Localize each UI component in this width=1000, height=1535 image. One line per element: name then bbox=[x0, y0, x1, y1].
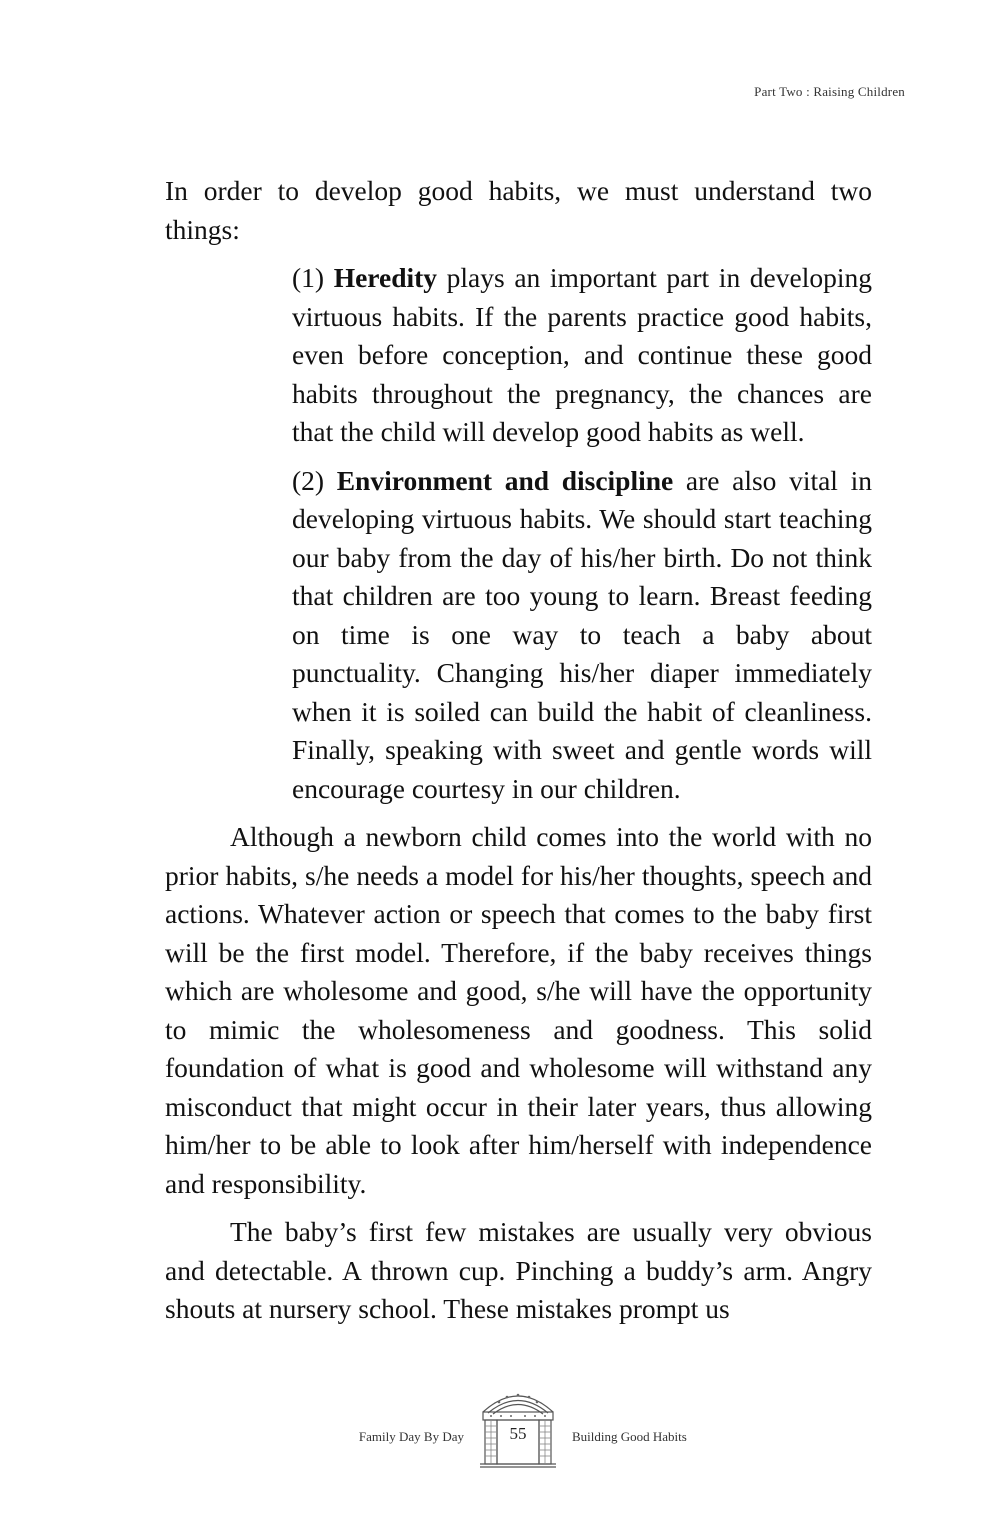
body-paragraph: Although a newborn child comes into the world with no prior habits, s/he needs a model for his/her thoughts, speech and actions. Whatever action or speech that comes to the baby first will be the first model. Therefore, if the baby receives things which are wholesome and good, s/he will have the opportunity to mimic the wholesomeness and goodness. This solid foundation of what is good and wholesome will withstand any misconduct that might occur in their later years, thus allowing him/her to be able to look after him/herself with independence and responsibility. bbox=[165, 821, 872, 1199]
footer-book-title: Family Day By Day bbox=[358, 1429, 464, 1444]
intro-paragraph: In order to develop good habits, we must understand two things: bbox=[165, 175, 872, 245]
numbered-item-environment bbox=[292, 462, 872, 809]
page-footer bbox=[0, 1384, 1000, 1474]
body-text bbox=[165, 172, 872, 1329]
footer-chapter-title: Building Good Habits bbox=[572, 1429, 687, 1444]
item-term: Heredity bbox=[333, 262, 438, 293]
item-marker: (1) bbox=[292, 262, 334, 293]
page-number: 55 bbox=[509, 1424, 527, 1443]
item-marker: (2) bbox=[292, 464, 337, 496]
body-paragraph: The baby’s first few mistakes are usually very obvious and detectable. A thrown cup. Pinching a buddy’s arm. Angry shouts at nursery school. These mistakes prompt us bbox=[165, 1216, 872, 1324]
item-term: Environment and discipline bbox=[336, 464, 674, 496]
running-head: Part Two : Raising Children bbox=[754, 84, 905, 99]
item-text: are also vital in developing virtuous habits. We should start teaching our baby from the day of his/her birth. Do not think that children are too young to learn. Breast feeding on time is one way to teach a baby about punctuality. Changing his/her diaper immediately when it is soiled can build the habit of cleanliness. Finally, speaking with sweet and gentle words will encourage courtesy in our children. bbox=[292, 464, 872, 804]
numbered-item-heredity bbox=[292, 259, 872, 452]
item-text: plays an important part in developing virtuous habits. If the parents practice good habits, even before conception, and continue these good habits throughout the pregnancy, the chances are that the child will develop good habits as well. bbox=[292, 262, 872, 447]
